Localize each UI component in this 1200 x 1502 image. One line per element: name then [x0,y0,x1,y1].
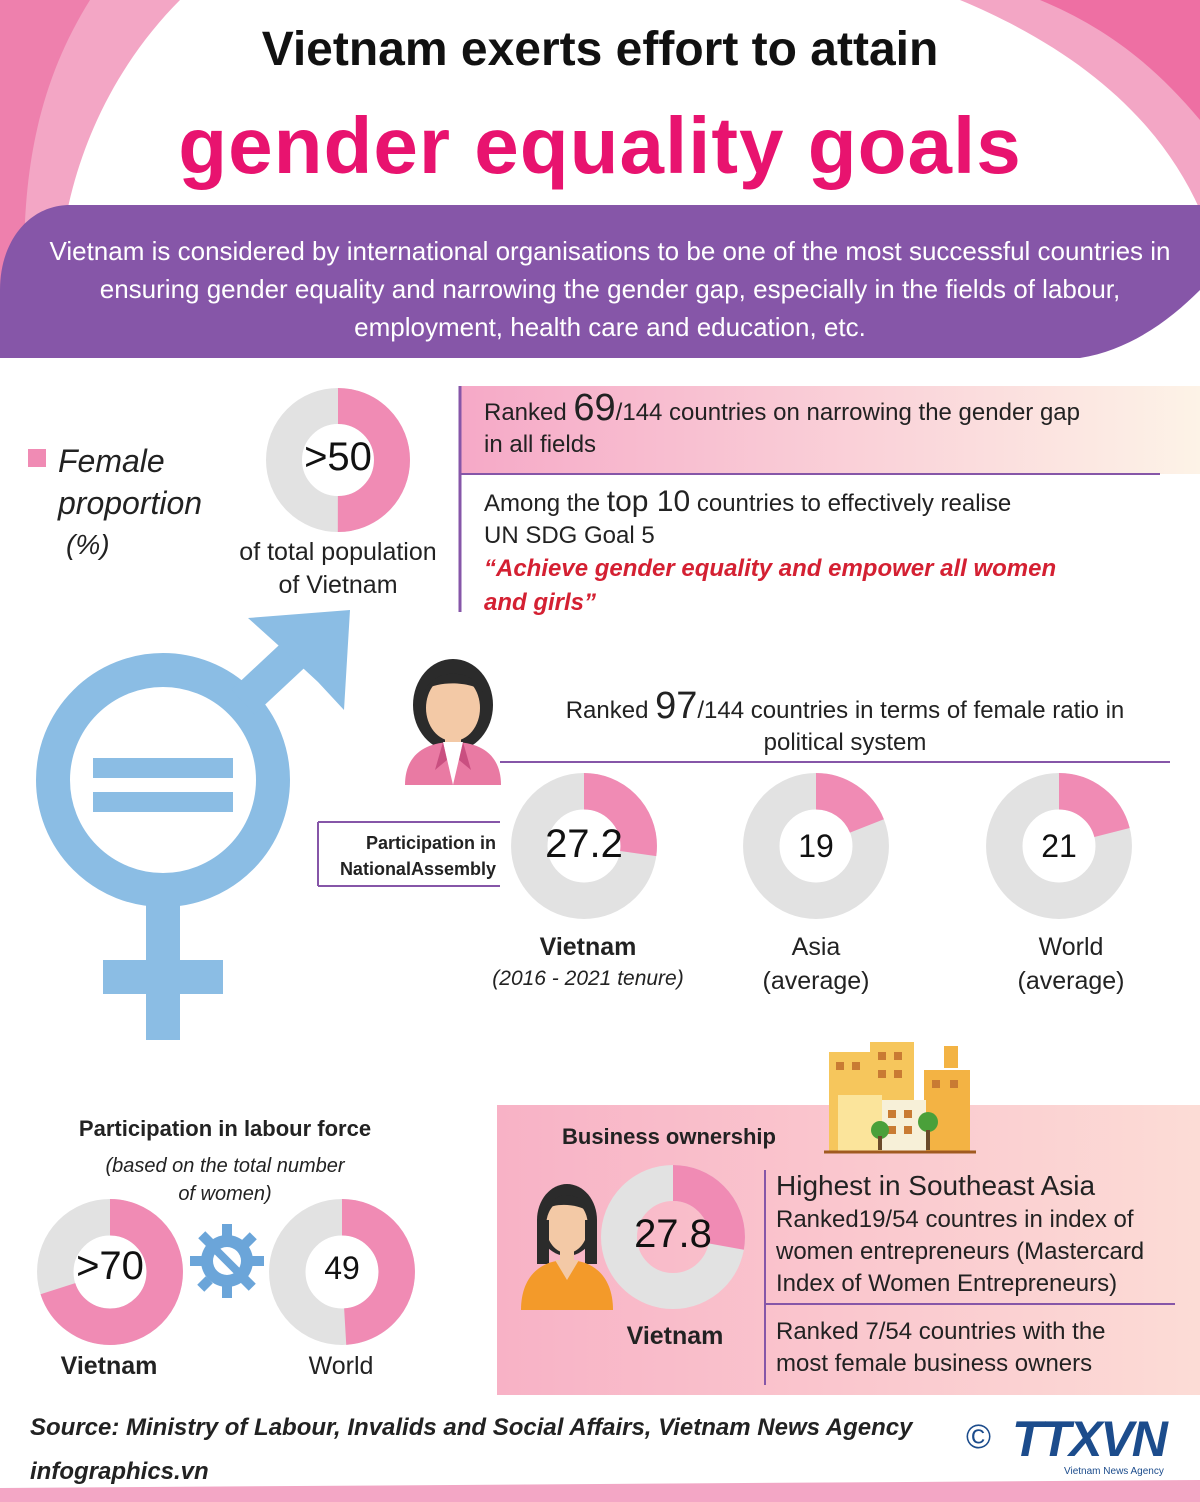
participation-label: Participation in NationalAssembly [339,833,496,879]
donut-world-labour-value: 49 [324,1250,360,1286]
business-title: Business ownership [562,1124,776,1149]
business-facts-2: Ranked 7/54 countries with the most female business owners [776,1318,1106,1377]
rank-political: Ranked 97/144 countries in terms of female ratio in political system [565,685,1125,756]
ttxvn-logo-subtitle: Vietnam News Agency [1064,1466,1164,1477]
female-caption: of total population of Vietnam [239,538,437,599]
donut-world-labour-label: World [308,1352,374,1380]
donut-female-value: >50 [304,435,372,479]
page-title-line1: Vietnam exerts effort to attain [261,23,939,76]
donut-business-label: Vietnam [626,1322,724,1350]
business-facts-1: Highest in Southeast Asia Ranked19/54 countres in index of women entrepreneurs (Mastercard Index of Women Entrepreneurs) [776,1168,1186,1300]
intro-text: Vietnam is considered by international organisations to be one of the most successful countries in ensuring gender equality and narrowing the gender gap, especially in the fields of labour, employment, health care and education, etc. [49,236,1171,342]
city-buildings-icon [824,1040,976,1158]
legend-label: Female proportion (%) [58,443,203,560]
rank-sdg: Among the top 10 countries to effectively realise UN SDG Goal 5 “Achieve gender equality and empower all women and girls” [484,485,1057,616]
business-highlight: Highest in Southeast Asia [776,1170,1096,1201]
ttxvn-logo: TTXVN [1012,1411,1166,1467]
donut-vietnam-assembly-label: Vietnam (2016 - 2021 tenure) [492,933,684,990]
donut-world-assembly-value: 21 [1041,828,1077,864]
labour-title: Participation in labour force [78,1116,372,1141]
donut-vietnam-labour-label: Vietnam [60,1352,158,1380]
source-text: Source: Ministry of Labour, Invalids and Social Affairs, Vietnam News Agency [30,1414,913,1441]
businesswoman-avatar [395,650,515,785]
donut-business-value: 27.8 [634,1212,712,1256]
labour-subtitle: (based on the total number of women) [105,1155,345,1205]
gender-equality-symbol-icon [28,610,368,1080]
legend-swatch [28,449,46,467]
rank-gender-gap: Ranked 69/144 countries on narrowing the gender gap in all fields [484,387,1080,458]
page-title-line2: gender equality goals [178,101,1022,190]
site-link[interactable]: infographics.vn [30,1458,209,1485]
donut-vietnam-labour-value: >70 [76,1244,144,1288]
copyright-icon: © [966,1418,992,1456]
donut-asia-assembly-value: 19 [798,828,834,864]
donut-world-assembly-label: World (average) [1017,933,1125,995]
donut-asia-assembly-label: Asia (average) [762,933,870,995]
donut-vietnam-assembly-value: 27.2 [545,822,623,866]
gear-wrench-icon [186,1220,268,1302]
